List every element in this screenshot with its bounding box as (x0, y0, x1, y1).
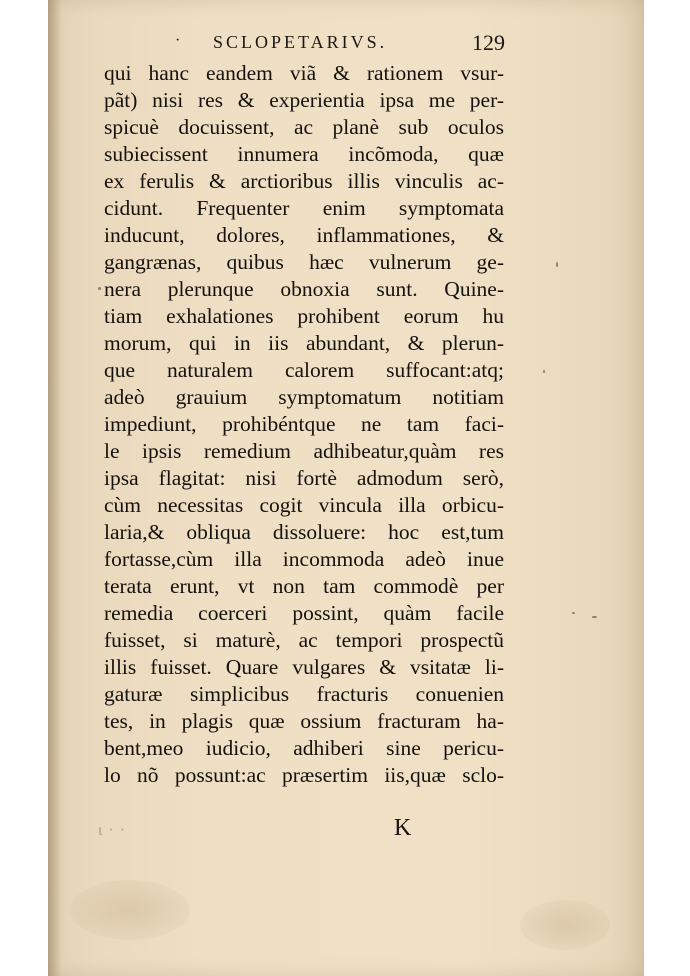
text-line: inducunt, dolores, inflammationes, & (104, 223, 504, 247)
ink-speck (572, 612, 575, 614)
text-line: terata erunt, vt non tam commodè per (104, 574, 504, 598)
text-line: lo nõ possunt:ac præsertim iis,quæ sclo- (104, 763, 504, 787)
text-line: remedia coerceri possint, quàm facile (104, 601, 504, 625)
text-line: gangrænas, quibus hæc vulnerum ge- (104, 250, 504, 274)
text-line: adeò grauium symptomatum notitiam (104, 385, 504, 409)
text-line: cidunt. Frequenter enim symptomata (104, 196, 504, 220)
header-dot: · (175, 32, 181, 49)
text-line: pãt) nisi res & experientia ipsa me per- (104, 88, 504, 112)
signature-mark: K (394, 815, 412, 841)
text-line: ex ferulis & arctioribus illis vinculis ac- (104, 169, 504, 193)
ink-speck (98, 287, 101, 290)
text-line: impediunt, prohibéntque ne tam faci- (104, 412, 504, 436)
page-header (175, 30, 505, 56)
text-line: laria,& obliqua dissoluere: hoc est,tum (104, 520, 504, 544)
text-line: illis fuisset. Quare vulgares & vsitatæ li- (104, 655, 504, 679)
text-line: morum, qui in iis abundant, & plerun- (104, 331, 504, 355)
running-head: SCLOPETARIVS. (213, 32, 388, 52)
paper-stain (520, 900, 610, 950)
text-line: cùm necessitas cogit vincula illa orbicu- (104, 493, 504, 517)
ink-speck (556, 262, 558, 267)
text-line: qui hanc eandem viã & rationem vsur- (104, 61, 504, 85)
text-line: que naturalem calorem suffocant:atq; (104, 358, 504, 382)
ink-speck (543, 370, 545, 373)
text-line: bent,meo iudicio, adhiberi sine pericu- (104, 736, 504, 760)
text-line: gaturæ simplicibus fracturis conuenien (104, 682, 504, 706)
text-line: le ipsis remedium adhibeatur,quàm res (104, 439, 504, 463)
text-line: subiecissent innumera incõmoda, quæ (104, 142, 504, 166)
body-text (104, 60, 504, 789)
ink-speck (592, 616, 597, 618)
page-number: 129 (472, 30, 505, 55)
text-line: ipsa flagitat: nisi fortè admodum serò, (104, 466, 504, 490)
text-line: spicuè docuissent, ac planè sub oculos (104, 115, 504, 139)
text-line: fuisset, si maturè, ac tempori prospectũ (104, 628, 504, 652)
text-line: fortasse,cùm illa incommoda adeò inue (104, 547, 504, 571)
bleed-through-marks: ɩ · · (98, 822, 126, 839)
text-line: tes, in plagis quæ ossium fracturam ha- (104, 709, 504, 733)
gutter-shadow (48, 0, 62, 976)
paper-stain (70, 880, 190, 940)
text-line: tiam exhalationes prohibent eorum hu (104, 304, 504, 328)
text-line: nera plerunque obnoxia sunt. Quine- (104, 277, 504, 301)
